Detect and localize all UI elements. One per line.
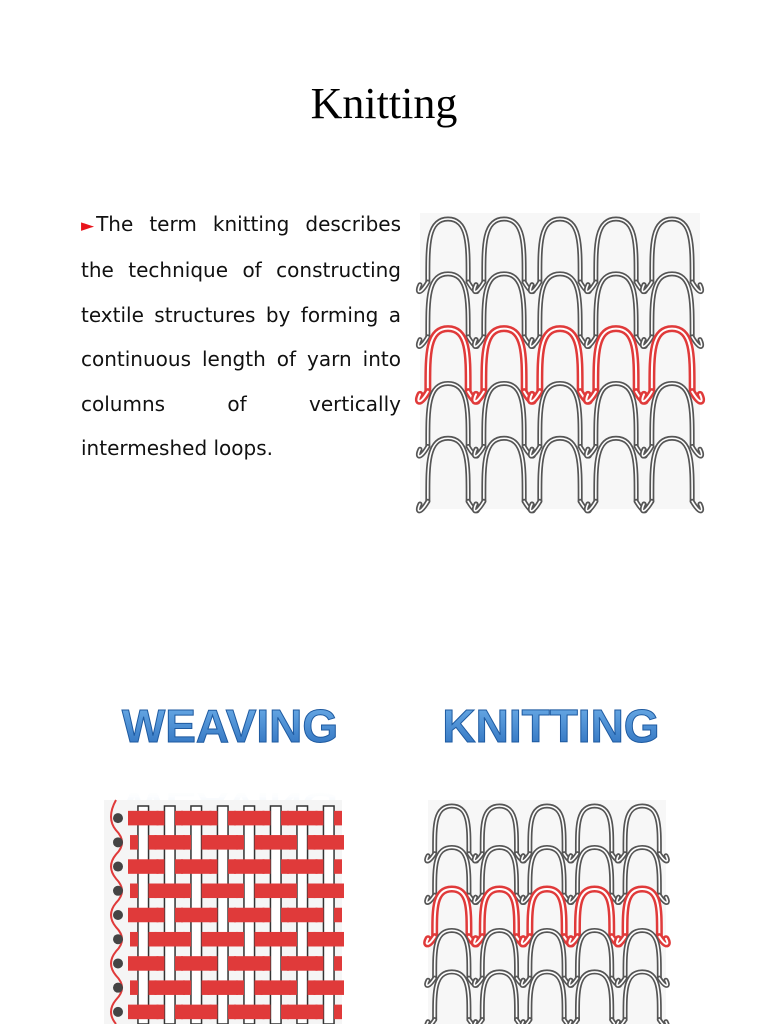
knitting-heading-text: KNITTING: [442, 700, 660, 752]
weaving-diagram: [104, 800, 342, 1024]
knitting-heading: [440, 692, 662, 782]
description-paragraph: [81, 202, 401, 470]
weaving-heading: [118, 692, 342, 782]
knitting-diagram-bottom: [428, 800, 666, 1024]
paragraph-text: The term knitting describes the technique of constructing textile structures by forming a continuous length of yarn into columns of vertically intermeshed loops.: [81, 212, 401, 461]
knitting-diagram-top: [420, 213, 700, 509]
page-title: Knitting: [310, 79, 458, 128]
weaving-heading-text: WEAVING: [121, 700, 339, 752]
bullet-arrow-icon: ►: [81, 216, 95, 236]
